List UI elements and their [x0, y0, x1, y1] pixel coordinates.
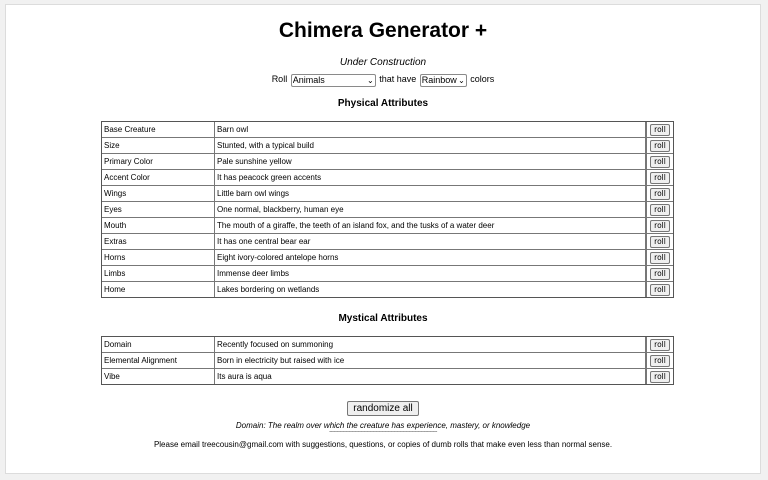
attribute-value: It has peacock green accents — [215, 169, 646, 185]
roll-cell — [646, 368, 673, 384]
physical-attributes-table — [101, 121, 674, 298]
page-subtitle: Under Construction — [339, 57, 427, 68]
roll-cell — [646, 201, 673, 217]
mystical-heading: Mystical Attributes — [338, 313, 428, 324]
table-row — [102, 122, 673, 137]
attribute-value: Barn owl — [215, 122, 646, 137]
roll-button[interactable]: roll — [650, 188, 670, 200]
table-row — [102, 217, 673, 233]
attribute-label: Limbs — [102, 265, 215, 281]
chevron-down-icon: ⌄ — [458, 75, 465, 85]
roll-button[interactable]: roll — [650, 236, 670, 248]
table-row — [102, 137, 673, 153]
attribute-label: Primary Color — [102, 153, 215, 169]
email-note: Please email treecousin@gmail.com with suggestions, questions, or copies of dumb rolls that make even less than normal sense. — [153, 440, 613, 449]
roll-cell — [646, 249, 673, 265]
attribute-value: Lakes bordering on wetlands — [215, 281, 646, 297]
roll-options — [6, 72, 760, 87]
attribute-value: Recently focused on summoning — [215, 337, 646, 352]
attribute-label: Horns — [102, 249, 215, 265]
attribute-value: One normal, blackberry, human eye — [215, 201, 646, 217]
table-row — [102, 337, 673, 352]
table-row — [102, 233, 673, 249]
attribute-label: Accent Color — [102, 169, 215, 185]
roll-cell — [646, 169, 673, 185]
table-row — [102, 153, 673, 169]
roll-button[interactable]: roll — [650, 371, 670, 383]
roll-button[interactable]: roll — [650, 156, 670, 168]
roll-cell — [646, 217, 673, 233]
color-select[interactable] — [420, 74, 467, 87]
roll-button[interactable]: roll — [650, 355, 670, 367]
table-row — [102, 169, 673, 185]
attribute-label: Vibe — [102, 368, 215, 384]
table-row — [102, 201, 673, 217]
randomize-all-button[interactable]: randomize all — [347, 401, 418, 416]
table-row — [102, 185, 673, 201]
attribute-value: Immense deer limbs — [215, 265, 646, 281]
roll-button[interactable]: roll — [650, 140, 670, 152]
footer-divider: ------------------------------------------------------------------------ — [329, 429, 437, 435]
roll-suffix: colors — [470, 74, 495, 84]
randomize-wrap — [6, 398, 760, 416]
attribute-label: Mouth — [102, 217, 215, 233]
page-container — [5, 4, 761, 474]
roll-cell — [646, 281, 673, 297]
table-row — [102, 368, 673, 384]
roll-button[interactable]: roll — [650, 339, 670, 351]
attribute-label: Base Creature — [102, 122, 215, 137]
attribute-label: Domain — [102, 337, 215, 352]
attribute-value: Stunted, with a typical build — [215, 137, 646, 153]
attribute-label: Eyes — [102, 201, 215, 217]
table-row — [102, 281, 673, 297]
attribute-label: Wings — [102, 185, 215, 201]
roll-cell — [646, 137, 673, 153]
attribute-label: Elemental Alignment — [102, 352, 215, 368]
attribute-value: Little barn owl wings — [215, 185, 646, 201]
category-select[interactable] — [291, 74, 376, 87]
roll-button[interactable]: roll — [650, 268, 670, 280]
roll-button[interactable]: roll — [650, 252, 670, 264]
attribute-label: Size — [102, 137, 215, 153]
category-select-wrap — [290, 73, 377, 87]
roll-cell — [646, 153, 673, 169]
attribute-label: Home — [102, 281, 215, 297]
page-title: Chimera Generator + — [278, 19, 488, 42]
roll-middle: that have — [379, 74, 417, 84]
attribute-value: Born in electricity but raised with ice — [215, 352, 646, 368]
roll-cell — [646, 337, 673, 352]
physical-heading: Physical Attributes — [337, 98, 429, 109]
roll-button[interactable]: roll — [650, 124, 670, 136]
table-row — [102, 352, 673, 368]
roll-cell — [646, 185, 673, 201]
attribute-label: Extras — [102, 233, 215, 249]
mystical-attributes-table — [101, 336, 674, 385]
table-row — [102, 249, 673, 265]
roll-button[interactable]: roll — [650, 284, 670, 296]
attribute-value: The mouth of a giraffe, the teeth of an island fox, and the tusks of a water deer — [215, 217, 646, 233]
roll-cell — [646, 122, 673, 137]
roll-cell — [646, 352, 673, 368]
roll-cell — [646, 265, 673, 281]
roll-button[interactable]: roll — [650, 204, 670, 216]
chevron-down-icon: ⌄ — [367, 75, 374, 85]
attribute-value: Its aura is aqua — [215, 368, 646, 384]
roll-prefix: Roll — [271, 74, 288, 84]
attribute-value: Eight ivory-colored antelope horns — [215, 249, 646, 265]
domain-definition: Domain: The realm over which the creature has experience, mastery, or knowledge — [235, 421, 531, 430]
roll-button[interactable]: roll — [650, 220, 670, 232]
table-row — [102, 265, 673, 281]
attribute-value: Pale sunshine yellow — [215, 153, 646, 169]
roll-button[interactable]: roll — [650, 172, 670, 184]
color-select-wrap — [419, 73, 468, 87]
attribute-value: It has one central bear ear — [215, 233, 646, 249]
roll-cell — [646, 233, 673, 249]
